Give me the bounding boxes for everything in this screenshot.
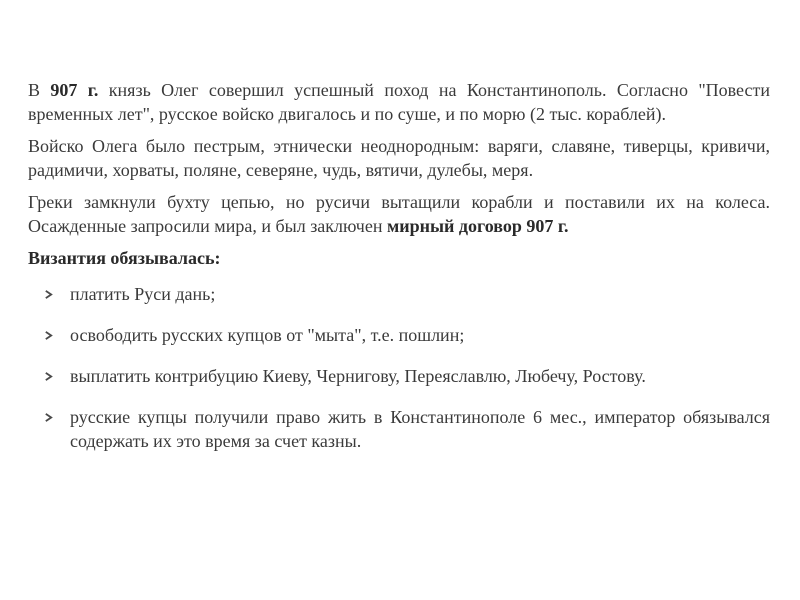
list-item <box>28 405 770 453</box>
text-run: князь Олег совершил успешный поход на Константинополь. Согласно "Повести временных лет", русское войско двигалось и по суше, и по морю (2 тыс. кораблей). <box>28 80 770 124</box>
list-item <box>28 282 770 306</box>
paragraph-siege <box>28 190 770 238</box>
section-heading: Византия обязывалась: <box>28 248 221 268</box>
list-item <box>28 364 770 388</box>
text-run: В <box>28 80 51 100</box>
bold-date: 907 г. <box>50 80 99 100</box>
chevron-right-icon <box>44 364 58 388</box>
list-item <box>28 323 770 347</box>
chevron-right-icon <box>44 323 58 347</box>
document-body <box>28 78 770 470</box>
paragraph-campaign <box>28 78 770 126</box>
text-run: Греки замкнули бухту цепью, но русичи вытащили корабли и поставили их на колеса. Осажденные запросили мира, и был заключен <box>28 192 770 236</box>
list-item-text: платить Руси дань; <box>70 284 216 304</box>
obligations-list <box>28 282 770 453</box>
chevron-right-icon <box>44 405 58 429</box>
list-item-text: русские купцы получили право жить в Константинополе 6 мес., император обязывался содержать их это время за счет казны. <box>70 407 770 451</box>
chevron-right-icon <box>44 282 58 306</box>
text-run: Войско Олега было пестрым, этнически неоднородным: варяги, славяне, тиверцы, кривичи, радимичи, хорваты, поляне, северяне, чудь, вятичи, дулебы, меря. <box>28 136 770 180</box>
list-item-text: выплатить контрибуцию Киеву, Чернигову, Переяславлю, Любечу, Ростову. <box>70 366 646 386</box>
paragraph-army <box>28 134 770 182</box>
bold-treaty: мирный договор 907 г. <box>386 216 569 236</box>
list-item-text: освободить русских купцов от "мыта", т.е. пошлин; <box>70 325 465 345</box>
